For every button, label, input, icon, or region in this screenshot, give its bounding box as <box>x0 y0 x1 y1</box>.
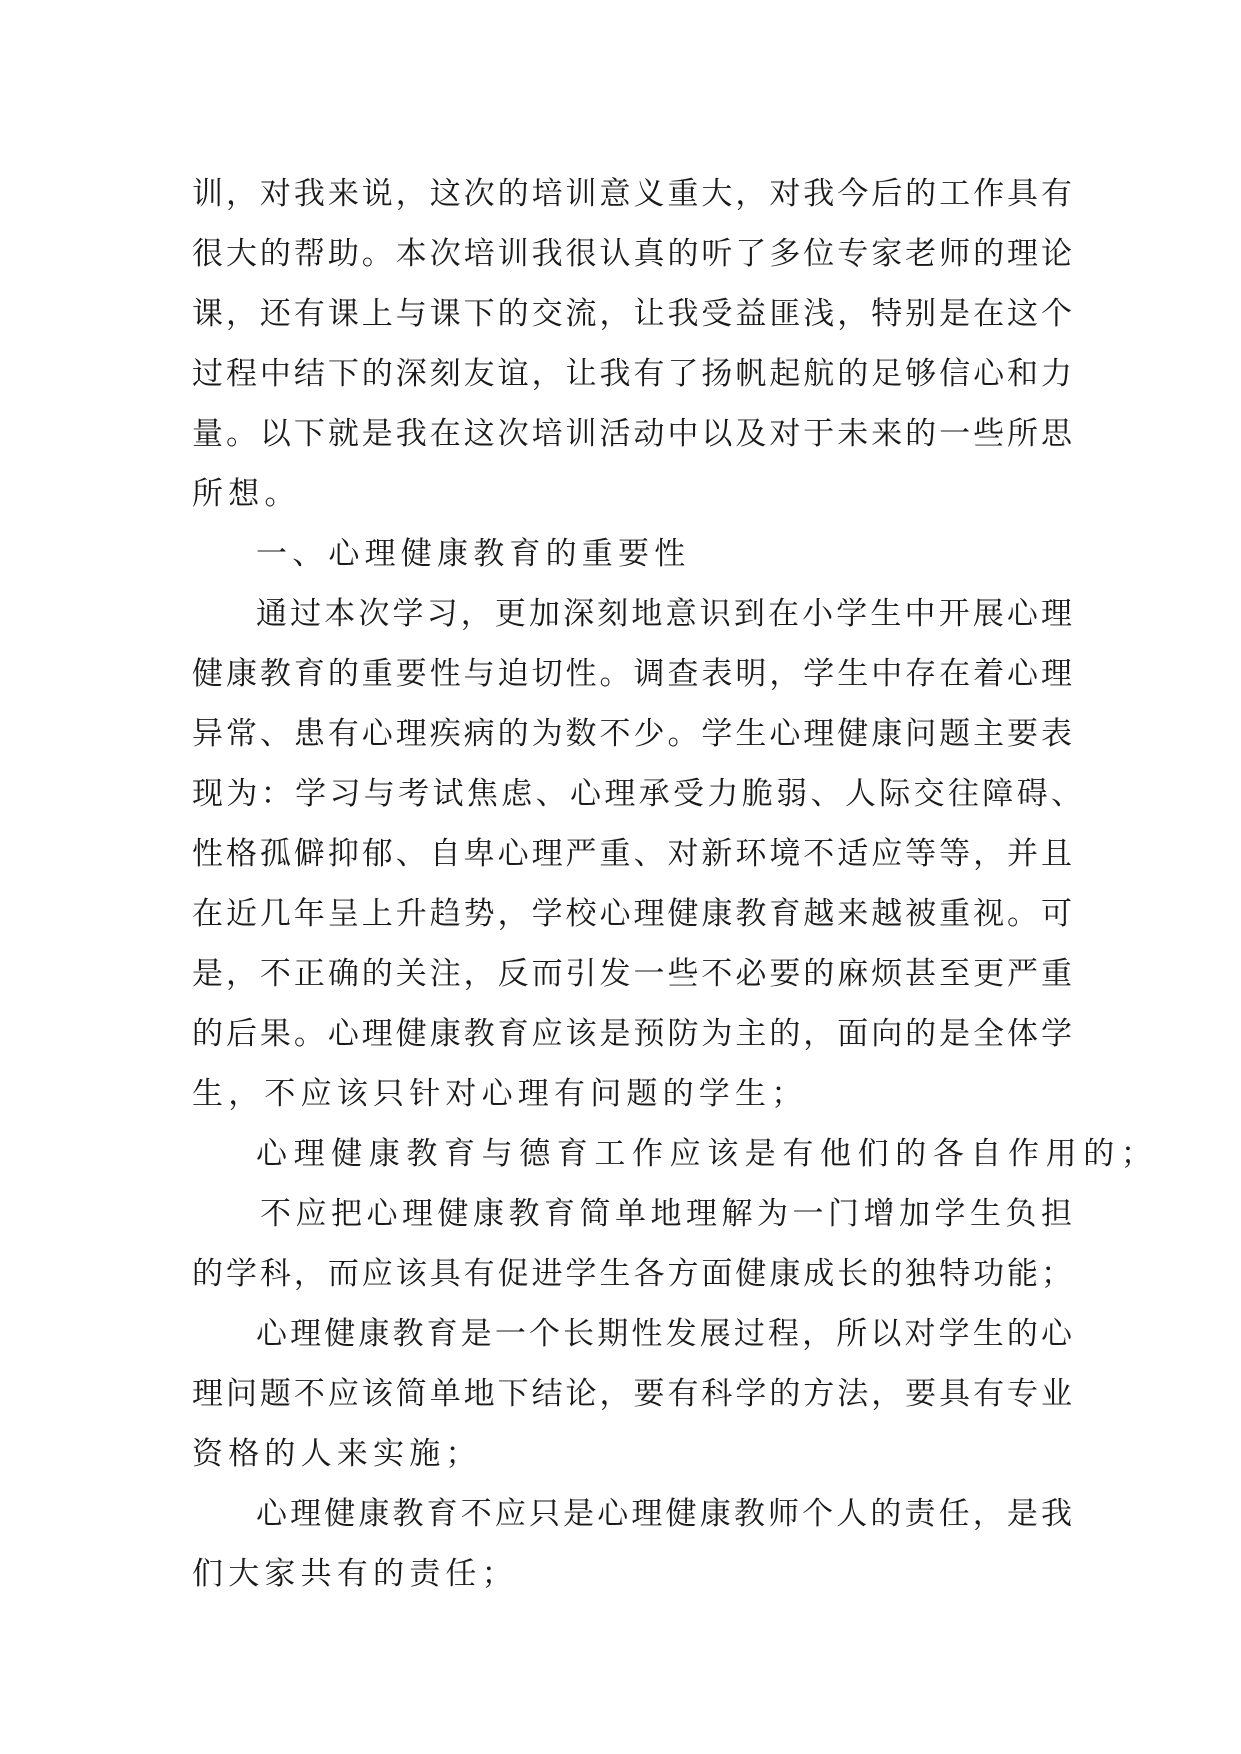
paragraph-line: 健康教育的重要性与迫切性。调查表明，学生中存在着心理 <box>192 656 1072 692</box>
paragraph-line: 过程中结下的深刻友谊，让我有了扬帆起航的足够信心和力 <box>192 356 1072 392</box>
paragraph-line: 很大的帮助。本次培训我很认真的听了多位专家老师的理论 <box>192 236 1072 272</box>
paragraph-line: 量。以下就是我在这次培训活动中以及对于未来的一些所思 <box>192 416 1072 452</box>
paragraph-line: 训，对我来说，这次的培训意义重大，对我今后的工作具有 <box>192 176 1072 212</box>
paragraph-line: 资格的人来实施； <box>192 1436 482 1472</box>
paragraph-line: 心理健康教育是一个长期性发展过程，所以对学生的心 <box>256 1316 1072 1352</box>
paragraph-line: 在近几年呈上升趋势，学校心理健康教育越来越被重视。可 <box>192 896 1072 932</box>
paragraph-line: 的学科，而应该具有促进学生各方面健康成长的独特功能； <box>192 1256 1072 1292</box>
paragraph-line: 心理健康教育不应只是心理健康教师个人的责任，是我 <box>256 1496 1072 1532</box>
paragraph-line: 生，不应该只针对心理有问题的学生； <box>192 1076 808 1112</box>
paragraph-line: 的后果。心理健康教育应该是预防为主的，面向的是全体学 <box>192 1016 1072 1052</box>
paragraph-line: 课，还有课上与课下的交流，让我受益匪浅，特别是在这个 <box>192 296 1072 332</box>
paragraph-line: 通过本次学习，更加深刻地意识到在小学生中开展心理 <box>256 596 1072 632</box>
section-heading: 一、心理健康教育的重要性 <box>256 536 691 572</box>
paragraph-line: 心理健康教育与德育工作应该是有他们的各自作用的； <box>256 1136 1159 1172</box>
paragraph-line: 异常、患有心理疾病的为数不少。学生心理健康问题主要表 <box>192 716 1072 752</box>
paragraph-line: 现为：学习与考试焦虑、心理承受力脆弱、人际交往障碍、 <box>192 776 1082 812</box>
paragraph-line: 性格孤僻抑郁、自卑心理严重、对新环境不适应等等，并且 <box>192 836 1072 872</box>
paragraph-line: 所想。 <box>192 476 301 512</box>
paragraph-line: 是，不正确的关注，反而引发一些不必要的麻烦甚至更严重 <box>192 956 1072 992</box>
paragraph-line: 们大家共有的责任； <box>192 1556 518 1592</box>
paragraph-line: 理问题不应该简单地下结论，要有科学的方法，要具有专业 <box>192 1376 1072 1412</box>
paragraph-line: 不应把心理健康教育简单地理解为一门增加学生负担 <box>260 1196 1072 1232</box>
